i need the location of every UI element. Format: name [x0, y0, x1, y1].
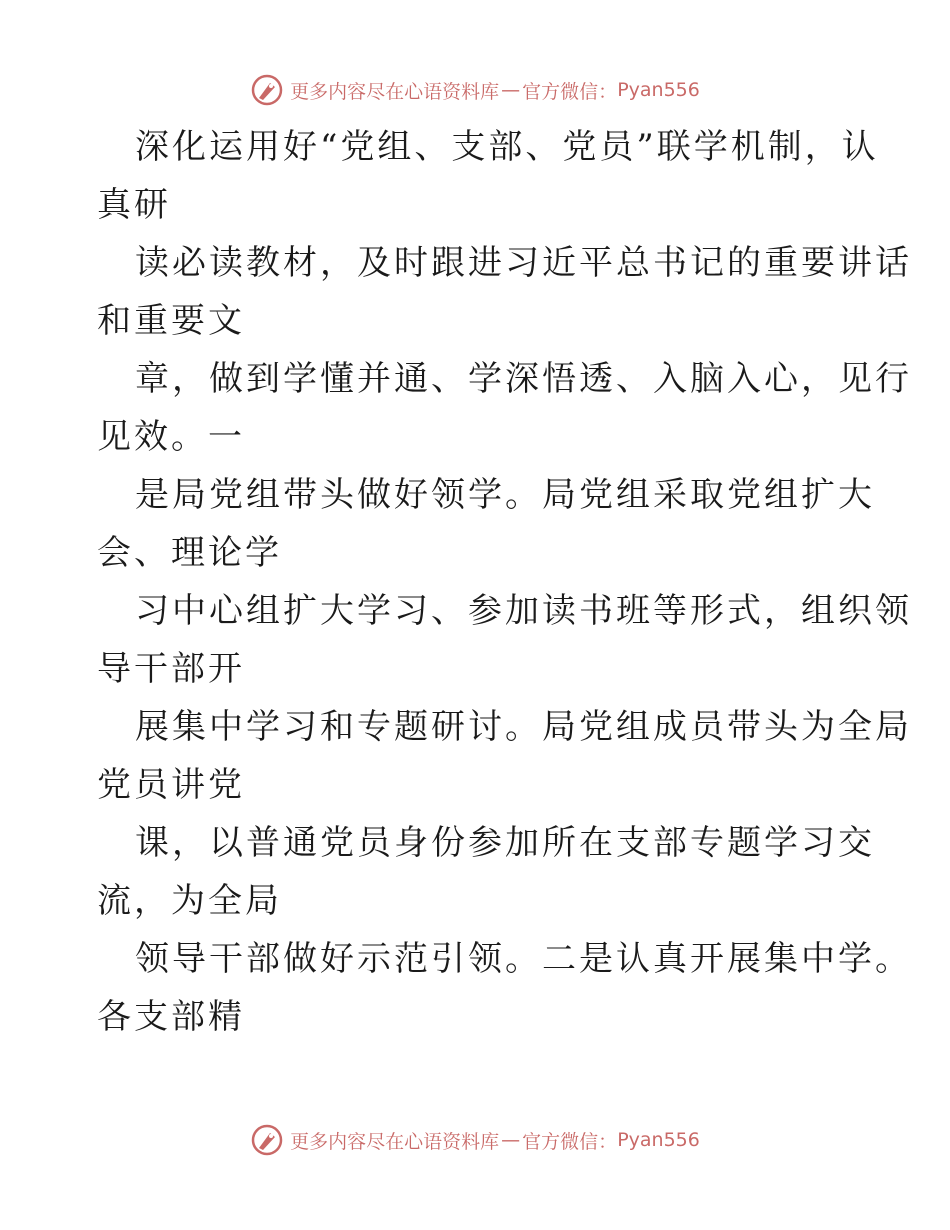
text-line: 导干部开: [97, 649, 245, 689]
text-line: 读必读教材，及时跟进习近平总书记的重要讲话: [135, 243, 912, 283]
watermark-text: 更多内容尽在心语资料库: [290, 1130, 500, 1153]
watermark-separator: —: [501, 79, 521, 101]
text-line: 各支部精: [97, 997, 245, 1037]
text-line: 课，以普通党员身份参加所在支部专题学习交: [135, 823, 875, 863]
text-line: 会、理论学: [97, 533, 282, 573]
footer-watermark: [0, 1120, 950, 1160]
watermark-account: Pyan556: [617, 1129, 700, 1151]
text-line: 深化运用好“党组、支部、党员”联学机制，认: [135, 127, 879, 167]
watermark-separator: —: [501, 1129, 521, 1151]
text-line: 习中心组扩大学习、参加读书班等形式，组织领: [135, 591, 912, 631]
text-line: 真研: [97, 185, 171, 225]
watermark-text: 更多内容尽在心语资料库: [290, 80, 500, 103]
text-line: 领导干部做好示范引领。二是认真开展集中学。: [135, 939, 912, 979]
text-line: 是局党组带头做好领学。局党组采取党组扩大: [135, 475, 875, 515]
header-watermark: [0, 70, 950, 110]
text-line: 章，做到学懂并通、学深悟透、入脑入心，见行: [135, 359, 912, 399]
watermark-label: 官方微信：: [522, 1130, 618, 1153]
document-body: [97, 118, 912, 1046]
watermark-account: Pyan556: [617, 79, 700, 101]
pen-nib-circle-icon: [250, 1123, 284, 1157]
text-line: 展集中学习和专题研讨。局党组成员带头为全局: [135, 707, 912, 747]
text-line: 和重要文: [97, 301, 245, 341]
pen-nib-circle-icon: [250, 73, 284, 107]
watermark-label: 官方微信：: [522, 80, 618, 103]
text-line: 见效。一: [97, 417, 245, 457]
text-line: 流，为全局: [97, 881, 282, 921]
text-line: 党员讲党: [97, 765, 245, 805]
